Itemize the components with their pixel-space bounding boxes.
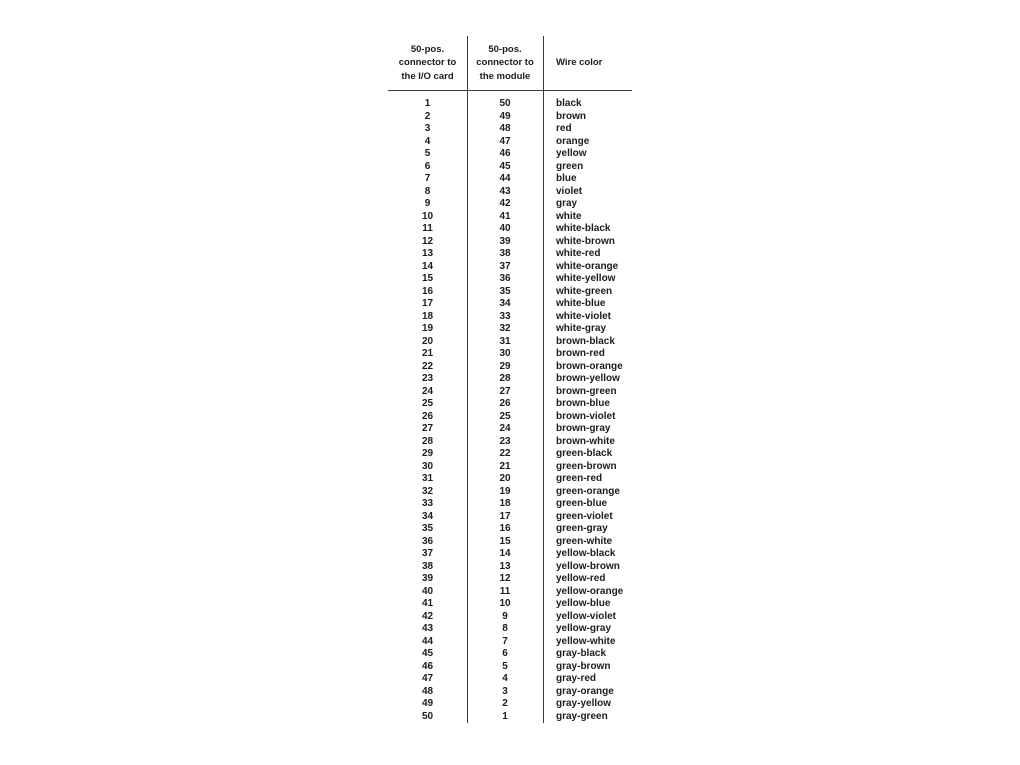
io-card-pin: 19 [421, 323, 434, 334]
wire-color: brown-white [556, 435, 615, 447]
module-pin: 26 [499, 398, 511, 409]
module-pin: 44 [499, 173, 511, 184]
wire-color: yellow-orange [556, 585, 624, 597]
io-card-pin: 10 [421, 210, 434, 222]
io-card-pin: 31 [421, 473, 434, 484]
table-row [388, 573, 660, 586]
io-card-pin: 18 [421, 310, 434, 322]
wire-color: blue [556, 173, 577, 184]
io-card-pin: 33 [421, 498, 434, 509]
module-pin: 2 [502, 698, 508, 709]
header-wire-color [543, 56, 660, 70]
table-row [388, 198, 660, 211]
module-pin: 20 [499, 473, 511, 484]
wire-color: yellow [556, 148, 587, 159]
wire-color: gray-black [556, 648, 607, 659]
io-card-pin: 45 [421, 648, 434, 659]
wire-color: yellow-gray [556, 623, 612, 634]
io-card-pin: 9 [424, 198, 431, 209]
header-module-line2: connector to [476, 57, 534, 69]
io-card-pin: 4 [424, 135, 431, 147]
wire-color: white-red [556, 248, 601, 259]
module-pin: 28 [499, 373, 511, 384]
module-pin: 19 [499, 485, 511, 497]
io-card-pin: 41 [421, 598, 434, 609]
io-card-pin: 8 [424, 185, 431, 197]
io-card-pin: 29 [421, 448, 434, 459]
header-module-line3: the module [479, 70, 531, 82]
table-row [388, 498, 660, 511]
header-rule [388, 90, 632, 91]
wire-color: gray-red [556, 673, 597, 684]
io-card-pin: 32 [421, 485, 434, 497]
io-card-pin: 3 [424, 123, 431, 134]
header-io-card [388, 43, 467, 84]
module-pin: 27 [499, 385, 511, 397]
io-card-pin: 24 [421, 385, 434, 397]
io-card-pin: 14 [421, 260, 434, 272]
table-row [388, 548, 660, 561]
table-row [388, 486, 660, 499]
io-card-pin: 39 [421, 573, 434, 584]
io-card-pin: 22 [421, 360, 434, 372]
module-pin: 45 [499, 160, 511, 172]
module-pin: 49 [499, 110, 511, 122]
module-pin: 42 [499, 198, 511, 209]
module-pin: 23 [499, 435, 511, 447]
wire-color: yellow-red [556, 573, 606, 584]
module-pin: 14 [499, 548, 511, 559]
table-row [388, 598, 660, 611]
module-pin: 22 [499, 448, 511, 459]
wire-color: white-blue [556, 298, 606, 309]
connector-pinout-table [388, 36, 660, 723]
wire-color: brown-gray [556, 423, 611, 434]
io-card-pin: 35 [421, 523, 434, 534]
module-pin: 3 [502, 685, 508, 697]
table-row [388, 711, 660, 724]
io-card-pin: 6 [424, 160, 431, 172]
module-pin: 12 [499, 573, 511, 584]
module-pin: 47 [499, 135, 511, 147]
header-io-card-line2: connector to [398, 57, 457, 69]
header-module [467, 43, 543, 84]
module-pin: 31 [499, 335, 511, 347]
wire-color: gray-orange [556, 685, 614, 697]
module-pin: 25 [499, 410, 511, 422]
wire-color: gray-green [556, 710, 608, 722]
table-row [388, 661, 660, 674]
wire-color: brown-violet [556, 410, 616, 422]
wire-color: brown-orange [556, 360, 623, 372]
wire-color: white-brown [556, 235, 615, 247]
module-pin: 13 [499, 560, 511, 572]
io-card-pin: 16 [421, 285, 434, 297]
table-row [388, 98, 660, 111]
table-row [388, 273, 660, 286]
wire-color: red [556, 123, 572, 134]
wire-color: black [556, 98, 582, 109]
wire-color: white-orange [556, 260, 619, 272]
module-pin: 48 [499, 123, 511, 134]
module-pin: 37 [499, 260, 511, 272]
table-header-row [388, 36, 660, 90]
table-row [388, 398, 660, 411]
table-row [388, 323, 660, 336]
table-row [388, 361, 660, 374]
wire-color: brown-green [556, 385, 617, 397]
io-card-pin: 26 [421, 410, 434, 422]
table-row [388, 473, 660, 486]
table-row [388, 236, 660, 249]
io-card-pin: 36 [421, 535, 434, 547]
io-card-pin: 28 [421, 435, 434, 447]
table-row [388, 623, 660, 636]
wire-color: yellow-brown [556, 560, 620, 572]
io-card-pin: 49 [421, 698, 434, 709]
wire-color: green-blue [556, 498, 608, 509]
io-card-pin: 40 [421, 585, 434, 597]
io-card-pin: 44 [421, 635, 434, 647]
wire-color: green [556, 160, 584, 172]
header-wire-color-line1: Wire color [556, 57, 603, 69]
table-row [388, 248, 660, 261]
table-row [388, 123, 660, 136]
module-pin: 29 [499, 360, 511, 372]
table-row [388, 348, 660, 361]
table-row [388, 311, 660, 324]
io-card-pin: 47 [421, 673, 434, 684]
module-pin: 50 [499, 98, 511, 109]
header-io-card-line1: 50-pos. [410, 43, 445, 55]
wire-color: violet [556, 185, 583, 197]
module-pin: 32 [499, 323, 511, 334]
wire-color: green-white [556, 535, 613, 547]
wire-color: brown [556, 110, 586, 122]
wire-color: green-black [556, 448, 613, 459]
table-row [388, 673, 660, 686]
column-divider-2 [543, 36, 544, 723]
table-row [388, 136, 660, 149]
wire-color: gray-yellow [556, 698, 612, 709]
table-row [388, 286, 660, 299]
io-card-pin: 25 [421, 398, 434, 409]
table-row [388, 411, 660, 424]
table-row [388, 261, 660, 274]
module-pin: 5 [502, 660, 508, 672]
io-card-pin: 23 [421, 373, 434, 384]
module-pin: 36 [499, 273, 511, 284]
table-row [388, 448, 660, 461]
module-pin: 18 [499, 498, 511, 509]
table-body [388, 90, 660, 723]
module-pin: 33 [499, 310, 511, 322]
io-card-pin: 5 [424, 148, 431, 159]
wire-color: brown-black [556, 335, 615, 347]
table-row [388, 336, 660, 349]
module-pin: 39 [499, 235, 511, 247]
table-row [388, 423, 660, 436]
io-card-pin: 17 [421, 298, 434, 309]
io-card-pin: 7 [424, 173, 431, 184]
table-row [388, 373, 660, 386]
wire-color: green-violet [556, 510, 613, 522]
module-pin: 1 [502, 710, 508, 722]
table-row [388, 386, 660, 399]
module-pin: 10 [499, 598, 511, 609]
wire-color: white-green [556, 285, 613, 297]
wire-color: yellow-black [556, 548, 616, 559]
module-pin: 40 [499, 223, 511, 234]
io-card-pin: 15 [421, 273, 434, 284]
table-row [388, 298, 660, 311]
wire-color: yellow-white [556, 635, 616, 647]
module-pin: 21 [499, 460, 511, 472]
io-card-pin: 11 [422, 223, 433, 234]
module-pin: 7 [502, 635, 508, 647]
io-card-pin: 37 [421, 548, 434, 559]
table-row [388, 173, 660, 186]
module-pin: 8 [502, 623, 508, 634]
io-card-pin: 21 [421, 348, 434, 359]
wire-color: white [556, 210, 582, 222]
wire-color: white-black [556, 223, 611, 234]
wire-color: white-violet [556, 310, 612, 322]
header-io-card-line3: the I/O card [401, 70, 454, 82]
io-card-pin: 38 [421, 560, 434, 572]
module-pin: 46 [499, 148, 511, 159]
wire-color: brown-red [556, 348, 605, 359]
wire-color: green-orange [556, 485, 620, 497]
module-pin: 6 [502, 648, 508, 659]
table-row [388, 461, 660, 474]
module-pin: 16 [499, 523, 511, 534]
module-pin: 4 [502, 673, 508, 684]
column-divider-1 [467, 36, 468, 723]
io-card-pin: 20 [421, 335, 434, 347]
wire-color: orange [556, 135, 590, 147]
module-pin: 15 [499, 535, 511, 547]
wire-color: brown-yellow [556, 373, 620, 384]
module-pin: 38 [499, 248, 511, 259]
table-row [388, 636, 660, 649]
header-module-line1: 50-pos. [488, 43, 522, 55]
module-pin: 9 [502, 610, 508, 622]
table-row [388, 161, 660, 174]
io-card-pin: 50 [421, 710, 434, 722]
table-row [388, 648, 660, 661]
table-row [388, 511, 660, 524]
io-card-pin: 1 [424, 98, 431, 109]
wire-color: green-gray [556, 523, 608, 534]
table-row [388, 611, 660, 624]
wire-color: yellow-violet [556, 610, 617, 622]
io-card-pin: 30 [421, 460, 434, 472]
table-row [388, 186, 660, 199]
table-row [388, 436, 660, 449]
module-pin: 24 [499, 423, 511, 434]
table-row [388, 223, 660, 236]
module-pin: 17 [499, 510, 511, 522]
io-card-pin: 13 [421, 248, 434, 259]
io-card-pin: 48 [421, 685, 434, 697]
table-row [388, 698, 660, 711]
io-card-pin: 46 [421, 660, 434, 672]
module-pin: 43 [499, 185, 511, 197]
table-row [388, 523, 660, 536]
io-card-pin: 2 [424, 110, 431, 122]
io-card-pin: 34 [421, 510, 434, 522]
module-pin: 41 [499, 210, 511, 222]
table-row [388, 148, 660, 161]
io-card-pin: 42 [421, 610, 434, 622]
table-row [388, 211, 660, 224]
module-pin: 35 [499, 285, 511, 297]
wire-color: green-red [556, 473, 603, 484]
wire-color: gray-brown [556, 660, 611, 672]
table-row [388, 586, 660, 599]
wire-color: gray [556, 198, 578, 209]
io-card-pin: 43 [421, 623, 434, 634]
wire-color: white-gray [556, 323, 607, 334]
table-row [388, 536, 660, 549]
wire-color: green-brown [556, 460, 617, 472]
table-row [388, 561, 660, 574]
wire-color: white-yellow [556, 273, 616, 284]
module-pin: 11 [499, 585, 511, 597]
module-pin: 34 [499, 298, 511, 309]
table-row [388, 686, 660, 699]
wire-color: yellow-blue [556, 598, 611, 609]
table-row [388, 111, 660, 124]
module-pin: 30 [499, 348, 511, 359]
wire-color: brown-blue [556, 398, 610, 409]
io-card-pin: 12 [421, 235, 434, 247]
io-card-pin: 27 [421, 423, 434, 434]
